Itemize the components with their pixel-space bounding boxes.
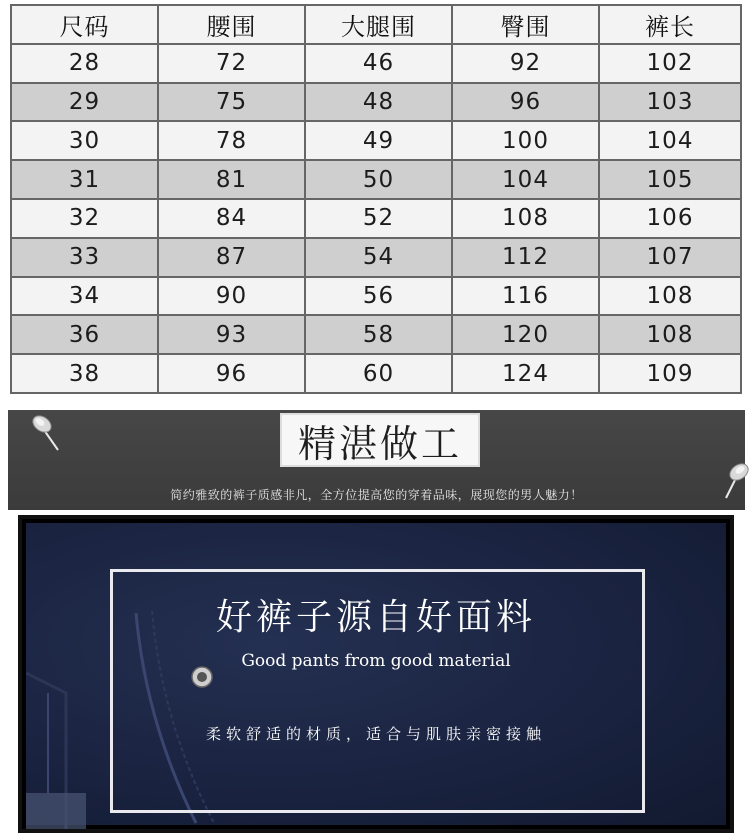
craftsmanship-title: 精湛做工 (280, 413, 480, 467)
table-cell: 103 (600, 84, 740, 121)
pushpin-icon (30, 410, 66, 454)
fabric-photo (18, 515, 734, 833)
table-cell: 52 (306, 200, 451, 237)
table-cell: 108 (600, 316, 740, 353)
table-cell: 31 (12, 161, 157, 198)
table-cell: 92 (453, 45, 598, 82)
fabric-texture (26, 523, 726, 825)
table-cell: 30 (12, 122, 157, 159)
table-cell: 84 (159, 200, 304, 237)
table-cell: 36 (12, 316, 157, 353)
table-cell: 32 (12, 200, 157, 237)
table-cell: 120 (453, 316, 598, 353)
table-cell: 56 (306, 278, 451, 315)
table-cell: 75 (159, 84, 304, 121)
fabric-subtitle: Good pants from good material (241, 651, 511, 671)
craftsmanship-banner (8, 410, 745, 510)
table-header-cell: 大腿围 (306, 6, 451, 43)
table-cell: 72 (159, 45, 304, 82)
fabric-title: 好裤子源自好面料 (215, 597, 536, 638)
table-cell: 102 (600, 45, 740, 82)
table-cell: 90 (159, 278, 304, 315)
table-cell: 38 (12, 355, 157, 392)
table-cell: 78 (159, 122, 304, 159)
table-cell: 28 (12, 45, 157, 82)
table-cell: 108 (453, 200, 598, 237)
table-cell: 112 (453, 239, 598, 276)
table-cell: 93 (159, 316, 304, 353)
table-cell: 96 (159, 355, 304, 392)
table-cell: 104 (453, 161, 598, 198)
table-cell: 48 (306, 84, 451, 121)
table-cell: 106 (600, 200, 740, 237)
table-cell: 105 (600, 161, 740, 198)
fabric-description: 柔软舒适的材质，适合与肌肤亲密接触 (205, 725, 546, 743)
table-cell: 49 (306, 122, 451, 159)
pushpin-icon (718, 458, 750, 502)
table-header-cell: 腰围 (159, 6, 304, 43)
table-cell: 50 (306, 161, 451, 198)
table-cell: 107 (600, 239, 740, 276)
table-cell: 96 (453, 84, 598, 121)
table-cell: 124 (453, 355, 598, 392)
craftsmanship-slogan: 简约雅致的裤子质感非凡，全方位提高您的穿着品味，展现您的男人魅力！ (170, 488, 583, 502)
table-cell: 33 (12, 239, 157, 276)
table-header-cell: 臀围 (453, 6, 598, 43)
table-cell: 100 (453, 122, 598, 159)
size-table (10, 4, 742, 394)
table-cell: 104 (600, 122, 740, 159)
table-cell: 60 (306, 355, 451, 392)
table-header-cell: 裤长 (600, 6, 740, 43)
table-cell: 34 (12, 278, 157, 315)
table-cell: 46 (306, 45, 451, 82)
table-cell: 29 (12, 84, 157, 121)
table-cell: 108 (600, 278, 740, 315)
table-cell: 87 (159, 239, 304, 276)
table-cell: 54 (306, 239, 451, 276)
table-header-cell: 尺码 (12, 6, 157, 43)
table-cell: 58 (306, 316, 451, 353)
table-cell: 116 (453, 278, 598, 315)
table-cell: 109 (600, 355, 740, 392)
table-cell: 81 (159, 161, 304, 198)
